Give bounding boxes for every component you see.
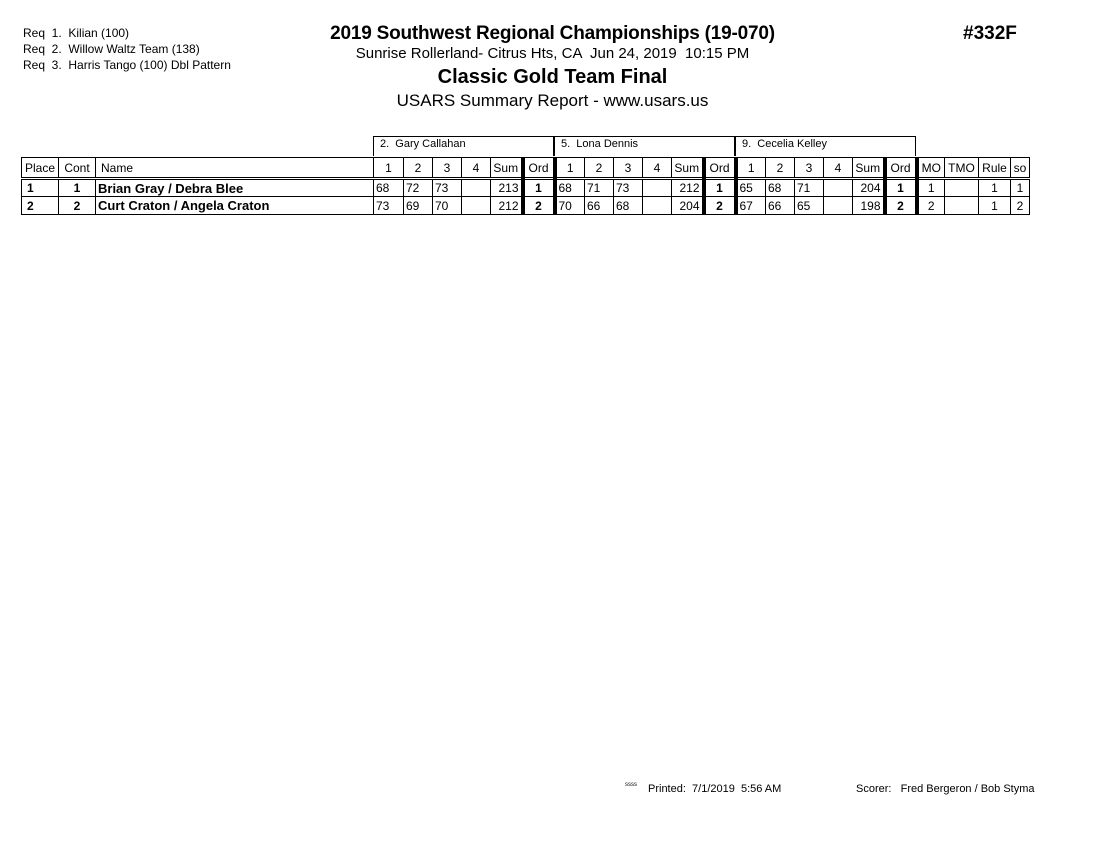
col-j1-m4: 4 bbox=[462, 158, 491, 179]
judge-header-1: 2. Gary Callahan bbox=[373, 136, 554, 156]
score-cell: 65 bbox=[795, 197, 824, 215]
score-cell: 73 bbox=[433, 179, 462, 197]
team-name-cell: Brian Gray / Debra Blee bbox=[96, 179, 374, 197]
competition-title: 2019 Southwest Regional Championships (19-070) bbox=[330, 23, 775, 44]
col-j2-sum: Sum bbox=[672, 158, 704, 179]
column-header-row bbox=[22, 158, 1030, 179]
col-tmo: TMO bbox=[945, 158, 979, 179]
requirement-item: Req 2. Willow Waltz Team (138) bbox=[23, 42, 200, 56]
mo-cell: 1 bbox=[917, 179, 945, 197]
score-cell: 68 bbox=[614, 197, 643, 215]
col-j3-sum: Sum bbox=[853, 158, 885, 179]
score-cell: 68 bbox=[374, 179, 404, 197]
col-j1-m2: 2 bbox=[404, 158, 433, 179]
col-j2-ord: Ord bbox=[704, 158, 736, 179]
sum-cell: 198 bbox=[853, 197, 885, 215]
score-cell bbox=[643, 179, 672, 197]
report-subtitle: USARS Summary Report - www.usars.us bbox=[396, 91, 709, 110]
score-cell: 70 bbox=[433, 197, 462, 215]
ordinal-cell: 1 bbox=[523, 179, 555, 197]
col-j3-m3: 3 bbox=[795, 158, 824, 179]
col-j3-m4: 4 bbox=[824, 158, 853, 179]
results-table bbox=[21, 157, 1030, 215]
event-name: Classic Gold Team Final bbox=[437, 66, 668, 88]
ordinal-cell: 1 bbox=[885, 179, 917, 197]
rule-cell: 1 bbox=[979, 179, 1011, 197]
score-cell: 69 bbox=[404, 197, 433, 215]
col-j3-m1: 1 bbox=[736, 158, 766, 179]
team-name-cell: Curt Craton / Angela Craton bbox=[96, 197, 374, 215]
table-row bbox=[22, 197, 1030, 215]
col-j1-m1: 1 bbox=[374, 158, 404, 179]
score-cell bbox=[462, 179, 491, 197]
ordinal-cell: 1 bbox=[704, 179, 736, 197]
score-cell: 71 bbox=[585, 179, 614, 197]
col-place: Place bbox=[22, 158, 59, 179]
place-cell: 2 bbox=[22, 197, 59, 215]
place-cell: 1 bbox=[22, 179, 59, 197]
col-j2-m1: 1 bbox=[555, 158, 585, 179]
cont-cell: 1 bbox=[59, 179, 96, 197]
col-rule: Rule bbox=[979, 158, 1011, 179]
col-j3-m2: 2 bbox=[766, 158, 795, 179]
col-j1-ord: Ord bbox=[523, 158, 555, 179]
cont-cell: 2 bbox=[59, 197, 96, 215]
table-row bbox=[22, 179, 1030, 197]
so-cell: 2 bbox=[1011, 197, 1030, 215]
ordinal-cell: 2 bbox=[885, 197, 917, 215]
requirement-item: Req 3. Harris Tango (100) Dbl Pattern bbox=[23, 58, 231, 72]
score-cell: 72 bbox=[404, 179, 433, 197]
scorer-names: Scorer: Fred Bergeron / Bob Styma bbox=[856, 783, 1035, 795]
requirement-item: Req 1. Kilian (100) bbox=[23, 26, 130, 40]
score-cell bbox=[824, 197, 853, 215]
requirements-list bbox=[23, 25, 231, 73]
col-mo: MO bbox=[917, 158, 945, 179]
col-so: so bbox=[1011, 158, 1030, 179]
score-cell: 68 bbox=[555, 179, 585, 197]
score-cell: 71 bbox=[795, 179, 824, 197]
col-j1-m3: 3 bbox=[433, 158, 462, 179]
ordinal-cell: 2 bbox=[704, 197, 736, 215]
col-name: Name bbox=[96, 158, 374, 179]
sum-cell: 213 bbox=[491, 179, 523, 197]
col-j1-sum: Sum bbox=[491, 158, 523, 179]
tmo-cell bbox=[945, 179, 979, 197]
score-cell bbox=[462, 197, 491, 215]
mo-cell: 2 bbox=[917, 197, 945, 215]
score-cell: 70 bbox=[555, 197, 585, 215]
sum-cell: 212 bbox=[672, 179, 704, 197]
score-cell: 68 bbox=[766, 179, 795, 197]
score-cell: 65 bbox=[736, 179, 766, 197]
judge-header-3: 9. Cecelia Kelley bbox=[735, 136, 916, 156]
score-cell: 66 bbox=[766, 197, 795, 215]
footer-mark: ssss bbox=[625, 782, 637, 788]
score-cell: 73 bbox=[374, 197, 404, 215]
judge-header-2: 5. Lona Dennis bbox=[554, 136, 735, 156]
ordinal-cell: 2 bbox=[523, 197, 555, 215]
sum-cell: 212 bbox=[491, 197, 523, 215]
sum-cell: 204 bbox=[853, 179, 885, 197]
col-j2-m2: 2 bbox=[585, 158, 614, 179]
venue-date-line: Sunrise Rollerland- Citrus Hts, CA Jun 24, 2019 10:15 PM bbox=[355, 45, 750, 62]
rule-cell: 1 bbox=[979, 197, 1011, 215]
score-cell: 66 bbox=[585, 197, 614, 215]
col-j2-m4: 4 bbox=[643, 158, 672, 179]
sum-cell: 204 bbox=[672, 197, 704, 215]
so-cell: 1 bbox=[1011, 179, 1030, 197]
report-header bbox=[300, 22, 805, 112]
score-cell: 67 bbox=[736, 197, 766, 215]
printed-timestamp: Printed: 7/1/2019 5:56 AM bbox=[648, 783, 782, 795]
col-j3-ord: Ord bbox=[885, 158, 917, 179]
event-number: #332F bbox=[963, 23, 1017, 44]
score-cell bbox=[643, 197, 672, 215]
score-cell bbox=[824, 179, 853, 197]
col-j2-m3: 3 bbox=[614, 158, 643, 179]
tmo-cell bbox=[945, 197, 979, 215]
col-cont: Cont bbox=[59, 158, 96, 179]
score-cell: 73 bbox=[614, 179, 643, 197]
